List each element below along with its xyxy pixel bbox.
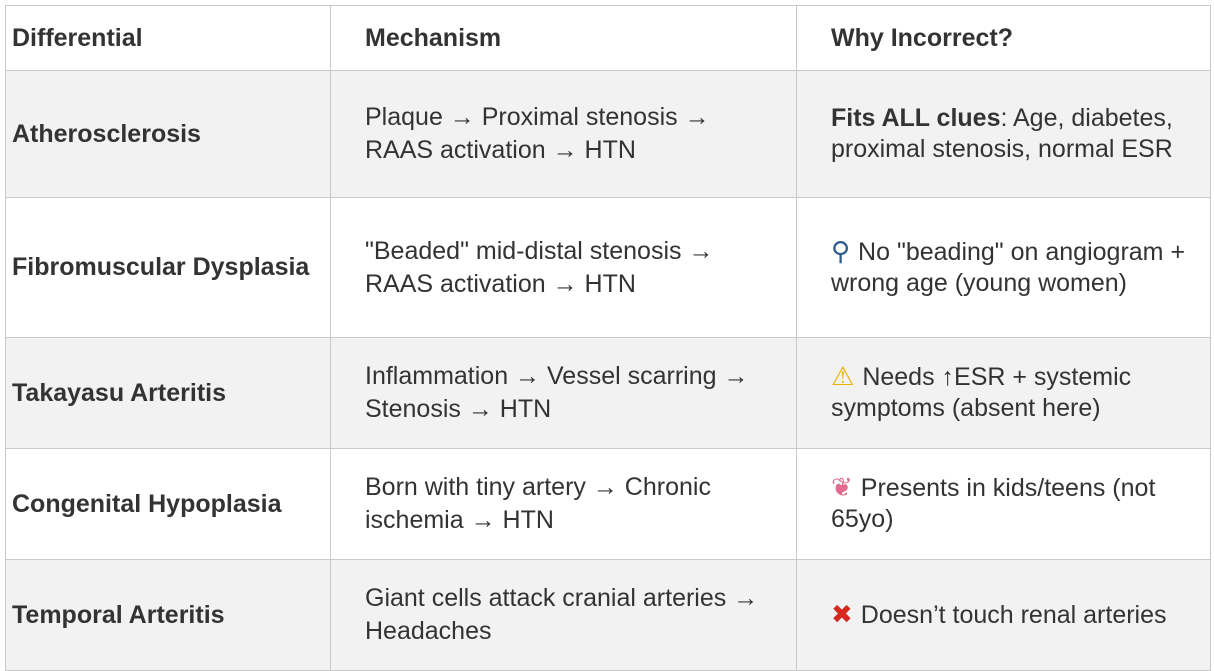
cross-mark-icon: ✖ (831, 599, 853, 630)
mechanism-text: Inflammation → Vessel scarring → Stenosis → HTN (331, 338, 797, 449)
why-text: : Age, diabetes, proximal stenosis, normal ESR (831, 104, 1173, 163)
table-header-row (6, 6, 1211, 71)
magnifying-glass-icon: ⚲ (831, 236, 851, 267)
why-incorrect-cell (797, 560, 1211, 671)
why-incorrect-cell (797, 71, 1211, 198)
table-row (6, 449, 1211, 560)
mechanism-text: "Beaded" mid-distal stenosis → RAAS activation → HTN (331, 198, 797, 338)
differential-name: Temporal Arteritis (6, 560, 331, 671)
differential-table (5, 5, 1211, 671)
header-mechanism: Mechanism (331, 6, 797, 71)
why-text: Presents in kids/teens (not 65yo) (831, 474, 1156, 533)
why-incorrect-cell (797, 198, 1211, 338)
differential-name: Takayasu Arteritis (6, 338, 331, 449)
table-row (6, 71, 1211, 198)
why-incorrect-cell (797, 449, 1211, 560)
why-text: Doesn’t touch renal arteries (860, 600, 1167, 629)
warning-icon: ⚠ (831, 362, 855, 392)
why-bold-text: Fits ALL clues (831, 104, 1001, 132)
header-why-incorrect: Why Incorrect? (797, 6, 1211, 71)
table-row (6, 338, 1211, 449)
differential-name: Congenital Hypoplasia (6, 449, 331, 560)
differential-name: Fibromuscular Dysplasia (6, 198, 331, 338)
why-incorrect-cell (797, 338, 1211, 449)
why-text: Needs ↑ESR + systemic symptoms (absent here) (831, 363, 1132, 422)
why-text: No "beading" on angiogram + wrong age (young women) (831, 237, 1186, 297)
header-differential: Differential (6, 6, 331, 71)
differential-name: Atherosclerosis (6, 71, 331, 198)
brain-icon: ❦ (831, 473, 853, 503)
mechanism-text: Plaque → Proximal stenosis → RAAS activation → HTN (331, 71, 797, 198)
table-row (6, 560, 1211, 671)
table-row (6, 198, 1211, 338)
mechanism-text: Born with tiny artery → Chronic ischemia → HTN (331, 449, 797, 560)
mechanism-text: Giant cells attack cranial arteries → Headaches (331, 560, 797, 671)
